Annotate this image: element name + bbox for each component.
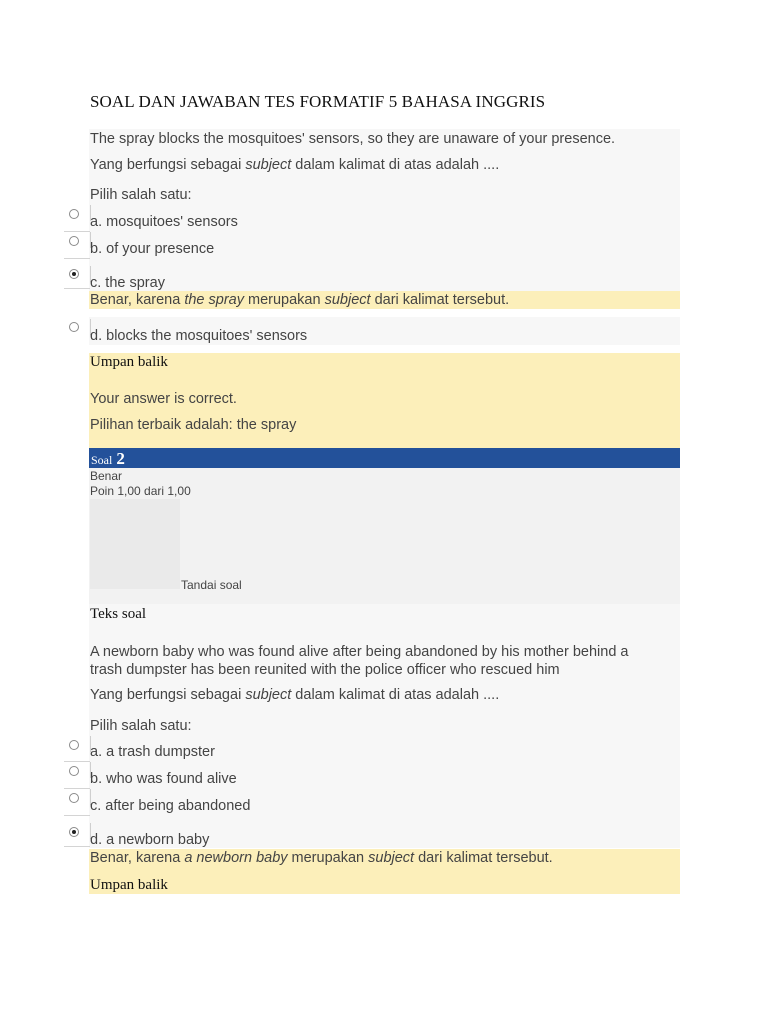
q2-option-a-radio[interactable] (69, 740, 79, 750)
question-1-panel (89, 129, 680, 291)
question-2-choose-label: Pilih salah satu: (90, 718, 192, 734)
question-2-header (89, 448, 680, 468)
option-divider (64, 231, 90, 232)
q2-option-d[interactable]: d. a newborn baby (90, 832, 210, 848)
option-divider (64, 788, 90, 789)
q2-feedback-title: Umpan balik (90, 877, 168, 893)
q1-option-a[interactable]: a. mosquitoes' sensors (90, 214, 238, 230)
option-divider (64, 258, 90, 259)
question-1-choose-label: Pilih salah satu: (90, 187, 192, 203)
question-2-status: Benar (90, 469, 123, 483)
question-2-sentence-line-2: trash dumpster has been reunited with the police officer who rescued him (90, 662, 560, 678)
q1-option-feedback-text: Benar, karena the spray merupakan subject dari kalimat tersebut. (90, 292, 510, 308)
q1-option-d[interactable]: d. blocks the mosquitoes' sensors (90, 328, 308, 344)
q1-feedback-correct: Your answer is correct. (90, 391, 237, 407)
flag-question-link[interactable]: Tandai soal (181, 578, 242, 592)
question-1-sentence: The spray blocks the mosquitoes' sensors, so they are unaware of your presence. (90, 131, 616, 147)
q1-feedback-title: Umpan balik (90, 354, 168, 370)
q2-option-feedback-text: Benar, karena a newborn baby merupakan subject dari kalimat tersebut. (90, 850, 553, 866)
q1-option-d-radio[interactable] (69, 322, 79, 332)
q1-option-a-radio[interactable] (69, 209, 79, 219)
question-2-prompt: Yang berfungsi sebagai subject dalam kalimat di atas adalah .... (90, 687, 500, 703)
q1-option-c-radio[interactable] (69, 269, 79, 279)
option-divider (64, 846, 90, 847)
q2-option-a[interactable]: a. a trash dumpster (90, 744, 215, 760)
question-2-points: Poin 1,00 dari 1,00 (90, 484, 191, 498)
q2-option-b-radio[interactable] (69, 766, 79, 776)
q2-option-c-radio[interactable] (69, 793, 79, 803)
q1-option-c[interactable]: c. the spray (90, 275, 165, 291)
question-1-prompt: Yang berfungsi sebagai subject dalam kalimat di atas adalah .... (90, 157, 500, 173)
question-2-label: Soal 2 (91, 449, 125, 468)
q1-option-b[interactable]: b. of your presence (90, 241, 215, 257)
q1-feedback-best: Pilihan terbaik adalah: the spray (90, 417, 297, 433)
question-2-flag-area (90, 499, 180, 589)
option-divider (64, 761, 90, 762)
q1-option-b-radio[interactable] (69, 236, 79, 246)
question-2-text-label: Teks soal (90, 606, 147, 622)
q2-option-c[interactable]: c. after being abandoned (90, 798, 251, 814)
option-divider (64, 288, 90, 289)
option-divider (64, 815, 90, 816)
question-2-sentence-line-1: A newborn baby who was found alive after being abandoned by his mother behind a (90, 644, 629, 660)
q2-option-b[interactable]: b. who was found alive (90, 771, 237, 787)
q2-option-d-radio[interactable] (69, 827, 79, 837)
page-title: SOAL DAN JAWABAN TES FORMATIF 5 BAHASA INGGRIS (90, 92, 546, 111)
